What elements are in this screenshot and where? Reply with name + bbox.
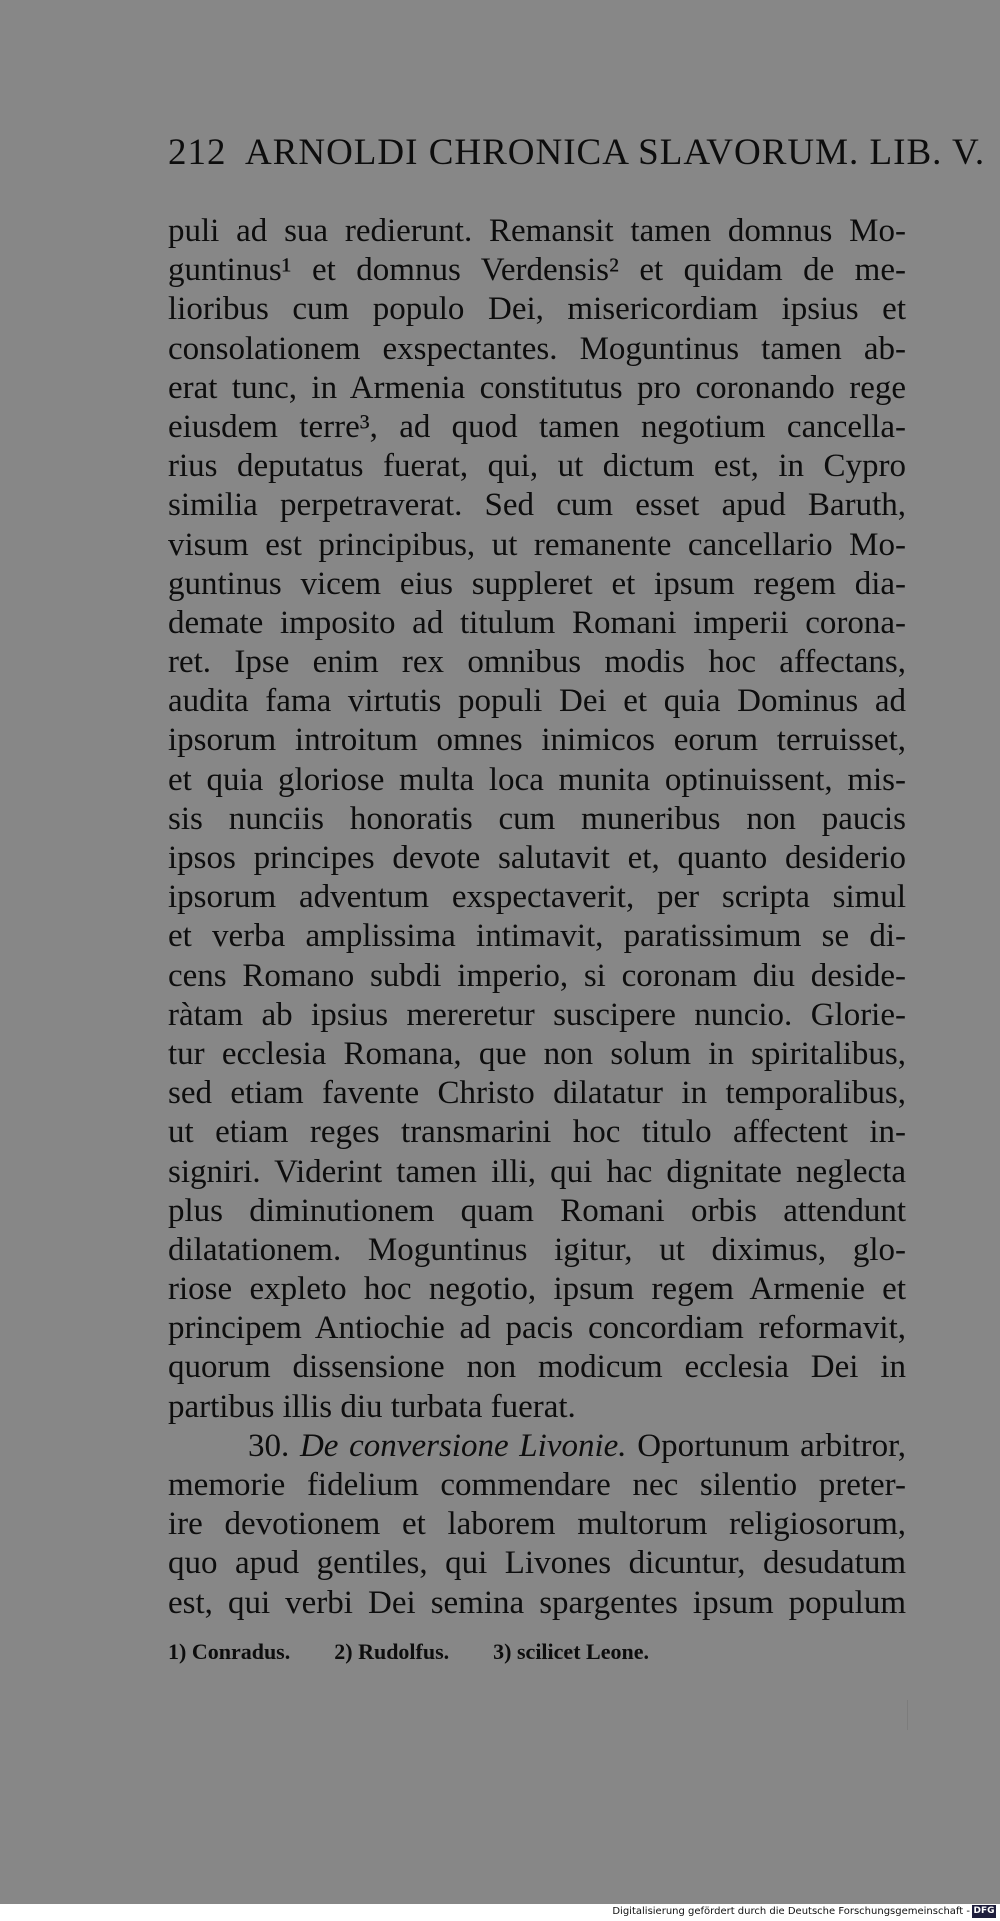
page-number: 212 <box>168 132 227 173</box>
footnote-2: 2) Rudolfus. <box>334 1639 450 1664</box>
body-line: sis nunciis honoratis cum muneribus non paucis <box>168 800 906 837</box>
body-line: rius deputatus fuerat, qui, ut dictum est, in Cypro <box>168 448 906 485</box>
body-line: guntinus¹ et domnus Verdensis² et quidam de me- <box>168 252 906 289</box>
footnote-1: 1) Conradus. <box>168 1639 291 1664</box>
body-line: et verba amplissima intimavit, paratissimum se di- <box>168 918 906 955</box>
body-line: quorum dissensione non modicum ecclesia Dei in <box>168 1349 906 1386</box>
body-line: plus diminutionem quam Romani orbis attendunt <box>168 1192 906 1229</box>
body-line: principem Antiochie ad pacis concordiam reformavit, <box>168 1310 906 1347</box>
dfg-logo: DFG <box>973 1906 995 1916</box>
body-line: ut etiam reges transmarini hoc titulo affectent in- <box>168 1114 906 1151</box>
footnote-3: 3) scilicet Leone. <box>493 1639 649 1664</box>
running-title: ARNOLDI CHRONICA SLAVORUM. LIB. V. <box>244 132 986 173</box>
body-line: consolationem exspectantes. Moguntinus tamen ab- <box>168 330 906 367</box>
body-line: audita fama virtutis populi Dei et quia Dominus ad <box>168 683 906 720</box>
body-line: eiusdem terre³, ad quod tamen negotium cancella- <box>168 408 906 445</box>
paragraph-section <box>168 1466 906 1623</box>
body-line: partibus illis diu turbata fuerat. <box>168 1388 576 1425</box>
section-line: est, qui verbi Dei semina spargentes ipsum populum <box>168 1584 906 1621</box>
body-line: puli ad sua redierunt. Remansit tamen domnus Mo- <box>168 213 906 249</box>
body-line: lioribus cum populo Dei, misericordiam ipsius et <box>168 291 906 328</box>
paragraph-main <box>168 212 906 1427</box>
scan-mark <box>907 1700 908 1730</box>
body-line: similia perpetraverat. Sed cum esset apud Baruth, <box>168 487 906 524</box>
section-heading-line <box>168 1427 906 1466</box>
body-line: riose expleto hoc negotio, ipsum regem Armenie et <box>168 1271 906 1308</box>
section-line: quo apud gentiles, qui Livones dicuntur, desudatum <box>168 1545 906 1582</box>
body-line: cens Romano subdi imperio, si coronam diu deside- <box>168 957 906 994</box>
body-line: ret. Ipse enim rex omnibus modis hoc affectans, <box>168 644 906 681</box>
body-line: ipsorum adventum exspectaverit, per scripta simul <box>168 879 906 916</box>
body-text <box>168 212 906 1623</box>
body-line: ipsorum introitum omnes inimicos eorum terruisset, <box>168 722 906 759</box>
body-line: visum est principibus, ut remanente cancellario Mo- <box>168 526 906 563</box>
body-line: erat tunc, in Armenia constitutus pro coronando rege <box>168 369 906 406</box>
body-line: ipsos principes devote salutavit et, quanto desiderio <box>168 840 906 876</box>
section-line: ire devotionem et laborem multorum religiosorum, <box>168 1506 906 1543</box>
section-first-line-rest: Oportunum arbitror, <box>637 1427 907 1464</box>
body-line: sed etiam favente Christo dilatatur in temporalibus, <box>168 1075 906 1112</box>
body-line: tur ecclesia Romana, que non solum in spiritalibus, <box>168 1035 906 1072</box>
body-line: ràtam ab ipsius mereretur suscipere nuncio. Glorie- <box>168 996 906 1033</box>
body-line: dilatationem. Moguntinus igitur, ut diximus, glo- <box>168 1231 906 1268</box>
digitization-credit: Digitalisierung gefördert durch die Deutsche Forschungsgemeinschaft - <box>612 1906 970 1917</box>
footnotes <box>168 1639 728 1665</box>
body-line: signiri. Viderint tamen illi, qui hac dignitate neglecta <box>168 1153 906 1190</box>
body-line: et quia gloriose multa loca munita optinuissent, mis- <box>168 761 906 798</box>
body-line: guntinus vicem eius suppleret et ipsum regem dia- <box>168 565 906 602</box>
body-line: demate imposito ad titulum Romani imperii corona- <box>168 604 906 641</box>
section-line: memorie fidelium commendare nec silentio preter- <box>168 1467 906 1503</box>
section-heading: De conversione Livonie. <box>299 1427 627 1464</box>
section-number: 30. <box>248 1427 290 1464</box>
page-header <box>168 131 986 174</box>
